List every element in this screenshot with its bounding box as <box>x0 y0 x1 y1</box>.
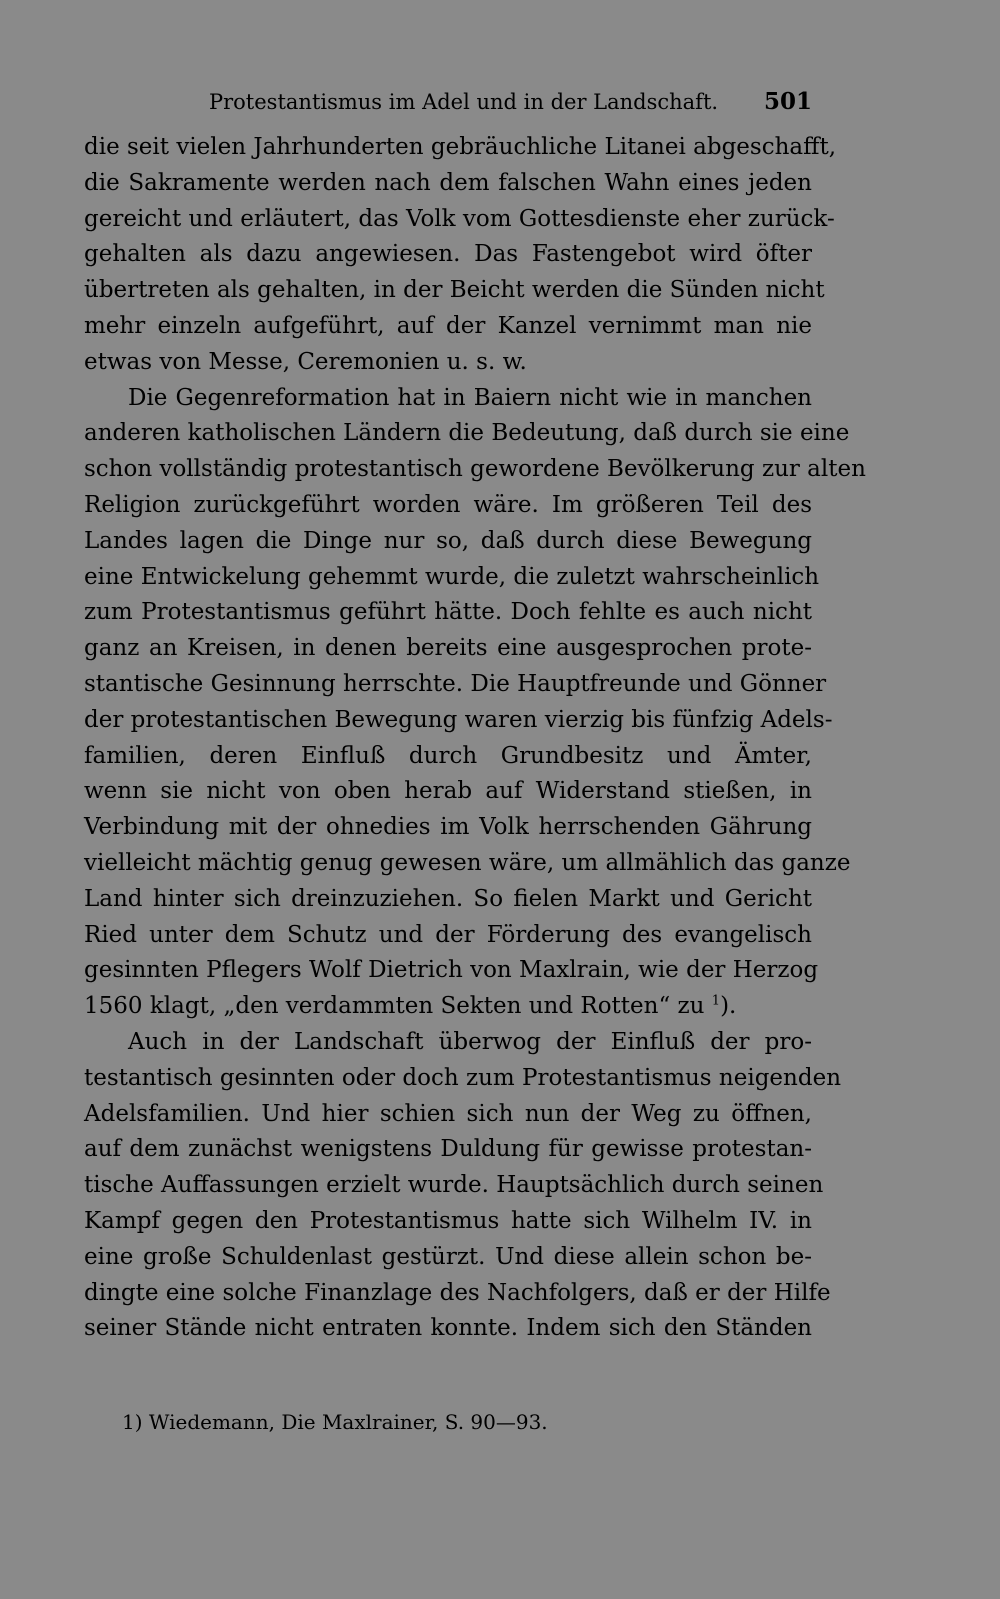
text-line: familien, deren Einfluß durch Grundbesitz und Ämter, <box>84 742 812 769</box>
text-line: Ried unter dem Schutz und der Förderung des evangelisch <box>84 921 812 948</box>
text-line: Die Gegenreformation hat in Baiern nicht wie in manchen <box>128 384 812 411</box>
text-line: vielleicht mächtig genug gewesen wäre, um allmählich das ganze <box>84 849 851 876</box>
text-line: testantisch gesinnten oder doch zum Protestantismus neigenden <box>84 1064 842 1091</box>
text-line: schon vollständig protestantisch gewordene Bevölkerung zur alten <box>84 456 866 483</box>
text-line: Land hinter sich dreinzuziehen. So fielen Markt und Gericht <box>84 885 812 912</box>
text-line: ganz an Kreisen, in denen bereits eine ausgesprochen prote- <box>84 635 812 662</box>
text-line: Kampf gegen den Protestantismus hatte sich Wilhelm IV. in <box>84 1207 812 1234</box>
text-line: gehalten als dazu angewiesen. Das Fastengebot wird öfter <box>84 241 812 268</box>
text-line: zum Protestantismus geführt hätte. Doch fehlte es auch nicht <box>84 599 812 626</box>
text-line: auf dem zunächst wenigstens Duldung für gewisse protestan- <box>84 1136 812 1163</box>
paragraph-3 <box>84 1025 842 1347</box>
text-line: etwas von Messe, Ceremonien u. s. w. <box>84 348 527 375</box>
text-line: stantische Gesinnung herrschte. Die Hauptfreunde und Gönner <box>84 670 827 697</box>
text-line: tische Auffassungen erzielt wurde. Hauptsächlich durch seinen <box>84 1172 824 1199</box>
text-line-content: 1560 klagt, „den verdammten Sekten und Rotten“ zu <box>84 993 705 1020</box>
paragraph-1 <box>84 130 837 381</box>
text-line: übertreten als gehalten, in der Beicht werden die Sünden nicht <box>84 277 825 304</box>
text-line: anderen katholischen Ländern die Bedeutung, daß durch sie eine <box>84 420 850 447</box>
text-line: dingte eine solche Finanzlage des Nachfolgers, daß er der Hilfe <box>84 1279 831 1306</box>
text-line: Auch in der Landschaft überwog der Einfluß der pro- <box>128 1028 812 1055</box>
text-line: der protestantischen Bewegung waren vierzig bis fünfzig Adels- <box>84 706 833 733</box>
footnote: 1) Wiedemann, Die Maxlrainer, S. 90—93. <box>122 1410 548 1434</box>
text-line: eine große Schuldenlast gestürzt. Und diese allein schon be- <box>84 1243 812 1270</box>
text-line-with-footnote <box>84 989 812 1025</box>
text-line: gereicht und erläutert, das Volk vom Gottesdienste eher zurück- <box>84 205 835 232</box>
body-text <box>84 130 866 1347</box>
text-line: die Sakramente werden nach dem falschen Wahn eines jeden <box>84 169 812 196</box>
text-line: Adelsfamilien. Und hier schien sich nun der Weg zu öffnen, <box>84 1100 812 1127</box>
paragraph-2 <box>84 381 866 1025</box>
footnote-ref-closing: ). <box>720 993 737 1020</box>
text-line: Verbindung mit der ohnedies im Volk herrschenden Gährung <box>84 814 812 841</box>
text-line: die seit vielen Jahrhunderten gebräuchliche Litanei abgeschafft, <box>84 134 837 160</box>
running-title: Protestantismus im Adel und in der Landschaft. <box>209 90 719 114</box>
text-line: mehr einzeln aufgeführt, auf der Kanzel vernimmt man nie <box>84 312 812 339</box>
text-line: wenn sie nicht von oben herab auf Widerstand stießen, in <box>84 778 812 805</box>
text-line: gesinnten Pflegers Wolf Dietrich von Maxlrain, wie der Herzog <box>84 957 819 984</box>
text-line: eine Entwickelung gehemmt wurde, die zuletzt wahrscheinlich <box>84 563 820 590</box>
text-line: Religion zurückgeführt worden wäre. Im größeren Teil des <box>84 491 812 518</box>
text-line: Landes lagen die Dinge nur so, daß durch diese Bewegung <box>84 527 812 554</box>
page-number: 501 <box>763 88 812 115</box>
text-line: seiner Stände nicht entraten konnte. Indem sich den Ständen <box>84 1315 812 1342</box>
footnote-reference[interactable]: 1 <box>711 993 721 1009</box>
page-header <box>84 86 812 126</box>
document-page <box>84 86 866 1347</box>
